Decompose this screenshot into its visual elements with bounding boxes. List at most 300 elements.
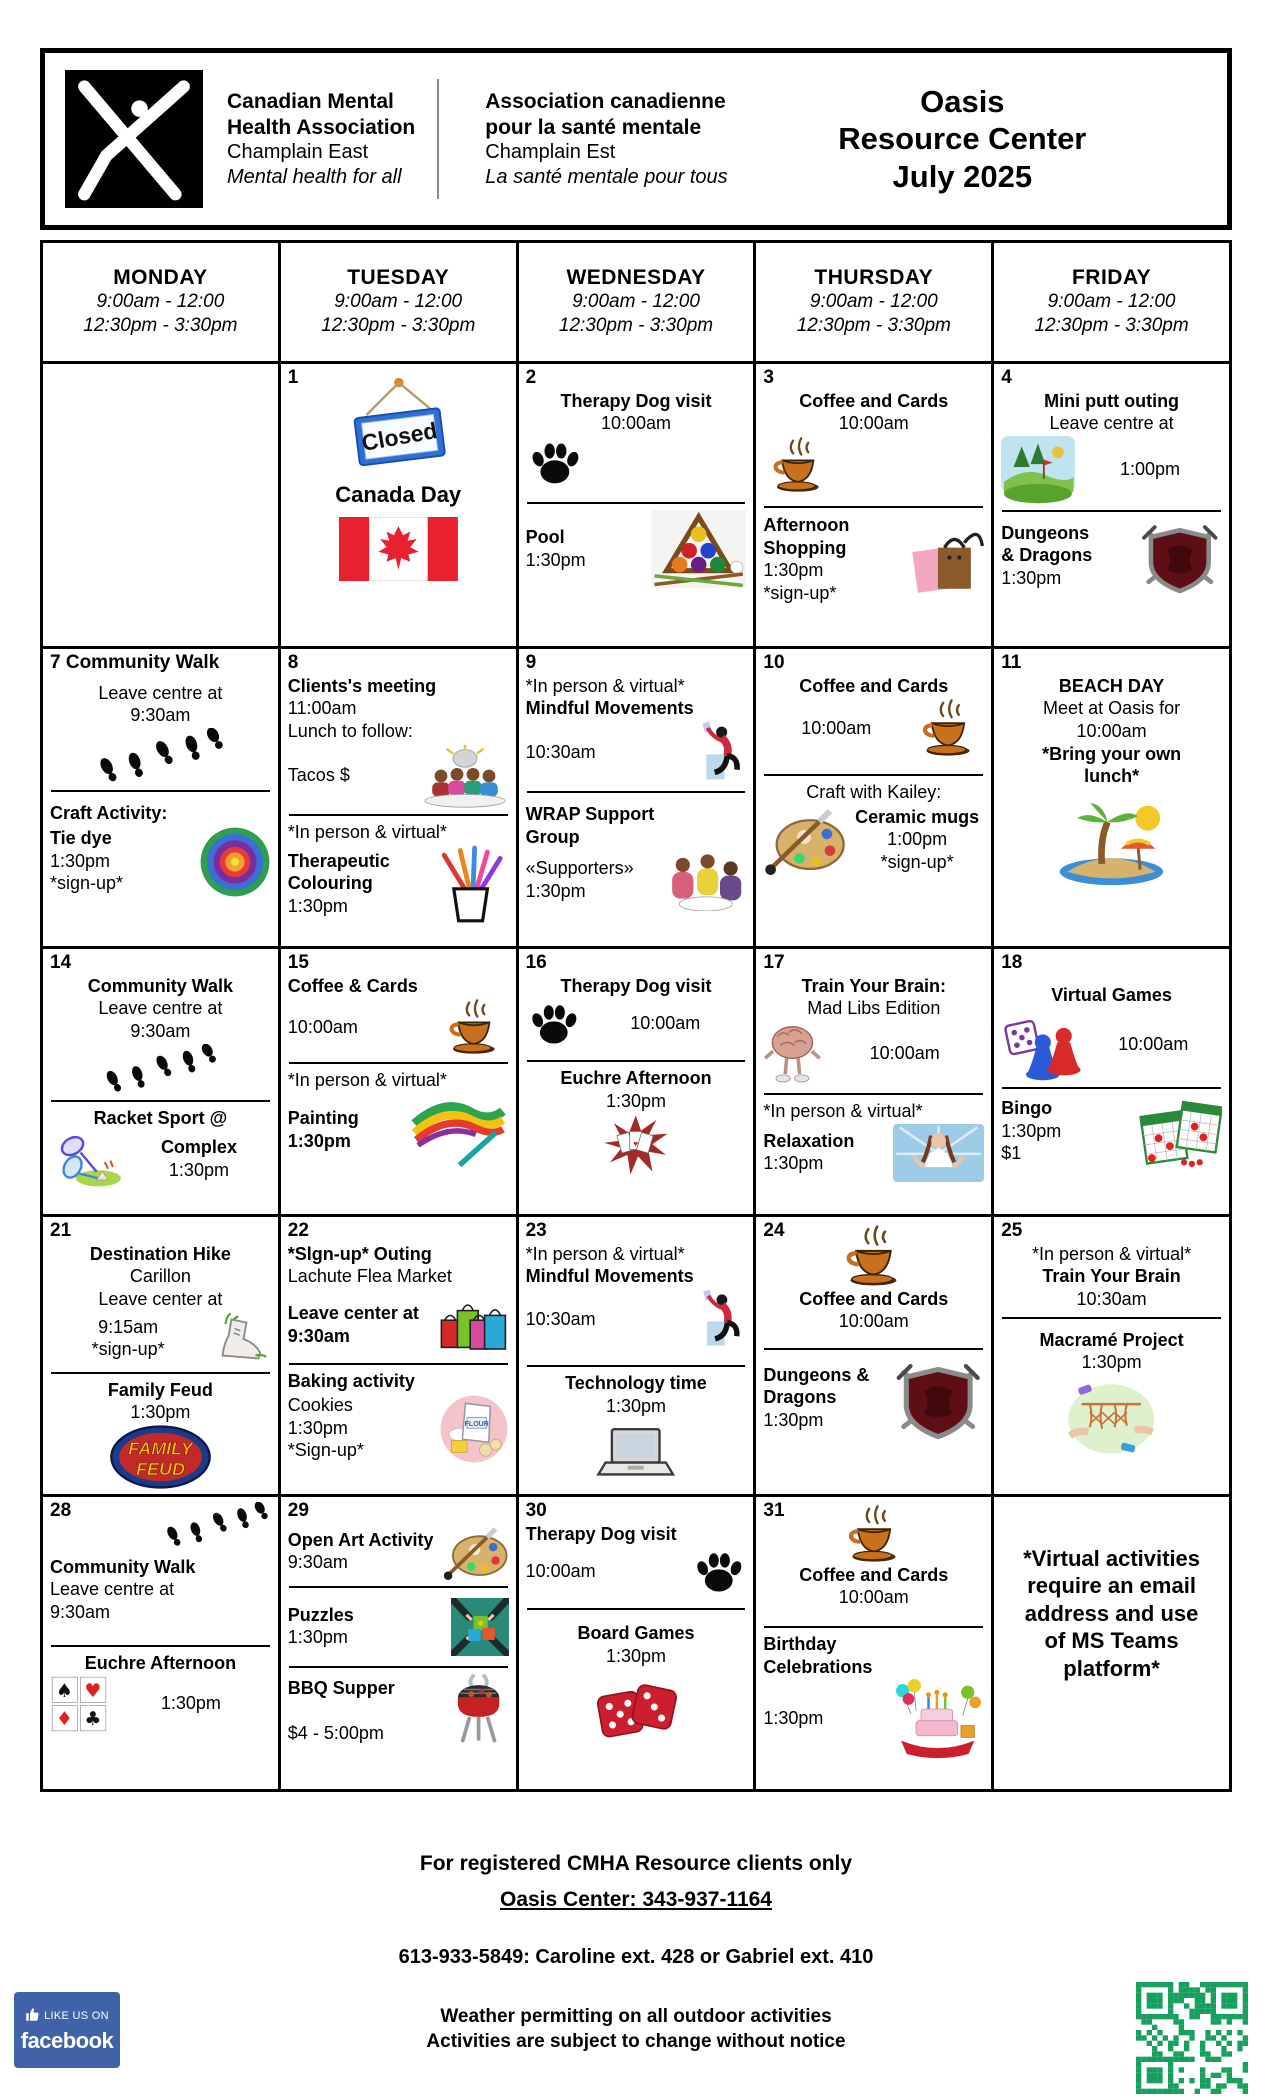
meeting-icon [421,744,509,808]
section-divider [289,1666,508,1668]
game-pieces-icon [1001,1007,1081,1081]
event-text: 10:00am [838,413,909,434]
calendar-cell-17 [753,949,991,1214]
date-number: 23 [525,1220,547,1241]
org-en-tagline: Mental health for all [227,165,402,188]
event-text: Coffee and Cards [799,1288,949,1309]
tie-dye-icon [199,826,271,898]
date-number: 17 [763,952,785,973]
calendar-cell-21 [43,1217,278,1494]
page-title [728,83,1227,195]
calendar-cell-31 [753,1497,991,1789]
event-text: *In person & virtual* [763,1101,923,1122]
euchre-cards-icon [526,1114,747,1176]
section-divider [289,1586,508,1588]
section-divider [1002,1317,1221,1319]
calendar-week-row [43,1214,1229,1494]
facebook-like-text: LIKE US ON [44,2009,109,2022]
event-text: 9:30am [130,705,191,726]
event-text: 9:30am [287,1325,350,1346]
title-line1: Oasis [920,84,1005,120]
event-text: Craft with Kailey: [806,782,942,803]
event-text: Celebrations [763,1656,873,1677]
calendar-cell-2 [516,364,754,646]
day-hours-afternoon: 12:30pm - 3:30pm [1034,315,1189,336]
calendar-body [43,361,1229,1789]
bbq-icon [449,1674,508,1748]
event-text: 1:00pm [887,829,948,850]
org-en-line3: Champlain East [227,141,369,164]
footer-change-note: Activities are subject to change without notice [426,2030,846,2052]
calendar-table [40,240,1232,1792]
org-fr-line2: pour la santé mentale [485,115,702,139]
calendar-cell-15 [278,949,516,1214]
event-text: Tie dye [50,828,112,849]
org-en-line1: Canadian Mental [227,90,394,113]
date-label: Community Walk [65,652,220,673]
coffee-icon [439,998,509,1056]
facebook-wordmark: facebook [20,2027,114,2053]
event-text: Leave centre at [1049,413,1174,434]
event-text: 10:30am [1076,1289,1147,1310]
event-text: 1:30pm [605,1395,667,1416]
facebook-badge [14,1992,120,2068]
bingo-icon [1134,1095,1222,1167]
thumb-up-icon [25,2007,40,2025]
paint-splash-icon [409,1093,508,1167]
title-line2: Resource Center [838,121,1087,157]
exercise-icon [698,721,747,785]
event-text: 9:30am [287,1552,348,1573]
event-text: *sign-up* [763,582,837,603]
event-text: 1:30pm [763,1153,824,1174]
event-text: address and use [1024,1600,1199,1626]
event-text: Mini putt outing [1044,390,1180,411]
event-text: *In person & virtual* [287,821,447,842]
palette-icon [442,1524,509,1580]
calendar-cell-1 [278,364,516,646]
event-text: 10:30am [525,742,596,763]
calendar-cell-30 [516,1497,754,1789]
event-text: Bingo [1001,1098,1053,1119]
svg-text:♣: ♣ [84,1709,102,1731]
calendar-cell-16 [516,949,754,1214]
event-text: Baking activity [287,1371,415,1392]
event-text: Birthday [763,1634,837,1655]
event-text: *sign-up* [50,873,124,894]
dice-icon [526,1675,747,1747]
event-text: Mindful Movements [525,1266,694,1287]
event-text: Macramé Project [1039,1329,1184,1350]
event-text: 1:30pm [1001,1120,1062,1141]
calendar-cell-22 [278,1217,516,1494]
billiards-icon [651,510,746,588]
calendar-cell-empty [43,364,278,646]
paw-icon [526,436,747,488]
event-text: Canada Day [335,481,462,507]
day-hours-morning: 9:00am - 12:00 [1047,291,1176,313]
event-text: Pool [525,526,565,547]
event-text: Open Art Activity [287,1529,434,1550]
event-text: Lunch to follow: [287,721,413,742]
wrap-group-icon [658,849,747,911]
event-text: Carillon [129,1266,191,1287]
event-text: Mindful Movements [525,698,694,719]
event-text: require an email [1027,1573,1196,1599]
event-text: Puzzles [287,1604,354,1625]
event-text: Mad Libs Edition [807,998,941,1019]
event-text: Technology time [565,1373,707,1394]
section-divider [527,1608,746,1610]
calendar-week-row [43,1494,1229,1789]
event-text: 1:30pm [1001,567,1062,588]
day-name: THURSDAY [814,266,934,290]
event-text: 1:30pm [287,1130,351,1151]
palette-icon [763,805,847,875]
event-text: Therapeutic [287,850,390,871]
event-text: BBQ Supper [287,1677,395,1698]
header-divider [437,79,439,199]
cmha-logo-icon [65,70,203,208]
event-text: 1:30pm [130,1402,191,1423]
svg-text:♥: ♥ [84,1681,102,1703]
event-text: 1:30pm [160,1693,221,1714]
closed-sign-icon [288,375,509,475]
date-number: 4 [1001,367,1012,388]
day-header-friday [991,243,1229,361]
event-text: Therapy Dog visit [560,975,712,996]
boot-icon [209,1312,271,1366]
event-text: $4 - 5:00pm [287,1722,384,1743]
org-fr-line3: Champlain Est [485,141,616,164]
date-number: 1 [287,367,299,388]
event-text: of MS Teams [1044,1628,1179,1654]
event-text: platform* [1063,1655,1160,1681]
footprints-icon [50,1044,271,1094]
calendar-cell-empty [991,1497,1229,1789]
section-divider [51,1372,270,1374]
event-text: 10:00am [600,413,672,434]
svg-text:♠: ♠ [56,1681,73,1703]
section-divider [527,791,746,793]
event-text: Dungeons [1001,522,1090,543]
event-text: Therapy Dog visit [560,390,712,411]
svg-text:FLOUR: FLOUR [464,1420,489,1428]
date-number: 16 [525,952,547,973]
event-text: lunch* [1084,766,1140,787]
date-number: 22 [287,1220,309,1241]
event-text: 10:00am [1076,721,1147,742]
event-text: *In person & virtual* [525,675,685,696]
event-text: Leave centre at [50,1579,175,1600]
day-hours-morning: 9:00am - 12:00 [572,291,700,313]
calendar-cell-14 [43,949,278,1214]
laptop-icon [526,1426,747,1480]
event-text: 10:00am [287,1016,358,1037]
event-text: Dragons [763,1387,837,1408]
section-divider [527,502,746,504]
event-text: Complex [160,1137,237,1158]
date-number: 30 [525,1500,547,1521]
calendar-cell-3 [753,364,991,646]
event-text: Train Your Brain [1042,1266,1181,1287]
event-text: BEACH DAY [1058,675,1165,696]
section-divider [289,1363,508,1365]
event-text: 11:00am [287,698,357,719]
coffee-icon [763,1224,984,1288]
event-text: Euchre Afternoon [84,1652,237,1673]
coffee-icon [912,698,984,758]
event-text: 10:00am [869,1043,940,1064]
event-text: *Sign-up* [287,1440,364,1461]
event-text: WRAP Support [525,804,655,825]
footer [40,1852,1232,2054]
paw-icon [691,1546,747,1596]
macrame-icon [1001,1381,1222,1457]
event-text: Train Your Brain: [801,975,946,996]
date-number: 3 [763,367,774,388]
event-text: 10:30am [525,1309,596,1330]
calendar-cell-28 [43,1497,278,1789]
event-text: *In person & virtual* [1032,1243,1192,1264]
calendar-cell-25 [991,1217,1229,1494]
coffee-icon [763,1504,984,1564]
event-text: Colouring [287,873,373,894]
event-text: Coffee and Cards [799,1564,949,1585]
org-fr-line1: Association canadienne [485,90,726,113]
date-number: 9 [525,652,537,673]
coffee-icon [763,436,984,494]
event-text: «Supporters» [525,858,634,879]
event-text: Leave centre at [98,998,223,1019]
canada-flag-icon [288,517,509,581]
event-text: 10:00am [838,1311,909,1332]
section-divider [1002,510,1221,512]
calendar-cell-23 [516,1217,754,1494]
family-feud-icon [50,1425,271,1489]
footer-phone-contacts: 613-933-5849: Caroline ext. 428 or Gabriel ext. 410 [398,1946,874,1968]
event-text: 1:30pm [287,1627,348,1648]
org-fr-tagline: La santé mentale pour tous [485,165,728,188]
event-text: 1:30pm [50,850,111,871]
event-text: Therapy Dog visit [525,1523,677,1544]
event-text [288,1700,447,1722]
calendar-cell-18 [991,949,1229,1214]
event-text: Virtual Games [1051,984,1172,1005]
event-text: 10:00am [1118,1033,1189,1054]
event-text: 1:30pm [763,1708,824,1729]
event-text: Community Walk [87,975,234,996]
pencils-icon [433,844,509,924]
calendar-cell-10 [753,649,991,946]
event-text: 9:30am [130,1021,191,1042]
day-hours-afternoon: 12:30pm - 3:30pm [558,315,714,336]
bags-icon [435,1293,509,1357]
event-text: *In person & virtual* [525,1243,685,1264]
date-number: 25 [1001,1220,1023,1241]
section-divider [1002,1087,1221,1089]
event-text: Coffee and Cards [799,390,949,411]
shopping-bag-icon [910,523,984,597]
day-hours-afternoon: 12:30pm - 3:30pm [321,315,476,336]
section-divider [764,1626,983,1628]
day-header-tuesday [278,243,516,361]
section-divider [764,1093,983,1095]
section-divider [51,1645,270,1647]
event-text: 1:30pm [525,880,586,901]
title-line3: July 2025 [892,158,1033,194]
date-number: 2 [525,367,537,388]
event-text: Relaxation [763,1130,855,1151]
event-text: Ceramic mugs [855,806,980,827]
event-text: 1:30pm [605,1646,667,1667]
calendar-cell-24 [753,1217,991,1494]
day-header-row [43,243,1229,361]
date-number: 11 [1001,652,1022,673]
date-number: 24 [763,1220,785,1241]
brain-icon [763,1021,822,1087]
date-number: 8 [287,652,299,673]
cake-icon [891,1679,984,1759]
day-header-monday [43,243,278,361]
event-text: 1:30pm [1081,1352,1142,1373]
date-number: 28 [50,1500,72,1521]
event-text: Leave center at [98,1289,223,1310]
event-text: Destination Hike [89,1243,231,1264]
day-name: TUESDAY [347,266,450,290]
dnd-shield-icon [1138,518,1222,594]
date-number: 14 [50,952,72,973]
event-text: 1:00pm [1120,459,1181,480]
event-text: Shopping [763,537,847,558]
event-text: Board Games [577,1623,695,1644]
day-header-wednesday [516,243,754,361]
event-text: *sign-up* [91,1339,165,1360]
svg-text:FAMILY: FAMILY [128,1438,193,1459]
svg-text:Closed: Closed [359,416,440,456]
event-text: & Dragons [1001,545,1093,566]
event-text: 1:30pm [763,1409,824,1430]
calendar-cell-29 [278,1497,516,1789]
calendar-cell-9 [516,649,754,946]
event-text: Leave centre at [98,682,223,703]
calendar-cell-11 [991,649,1229,946]
date-number: 10 [763,652,785,673]
paw-icon [526,998,582,1048]
flour-icon [439,1394,509,1464]
event-text: Painting [287,1107,359,1128]
footprints-icon [50,1502,271,1548]
event-text: 1:30pm [763,560,824,581]
event-text: 10:00am [801,717,872,738]
event-text: $1 [1001,1143,1022,1164]
section-divider [764,1348,983,1350]
event-text: Dungeons & [763,1364,870,1385]
svg-text:♦: ♦ [56,1709,73,1731]
calendar-cell-4 [991,364,1229,646]
event-text: Coffee & Cards [287,975,418,996]
day-hours-afternoon: 12:30pm - 3:30pm [83,315,238,336]
exercise-icon [699,1289,746,1351]
section-divider [51,1100,270,1102]
event-text: 9:15am [98,1316,159,1337]
dnd-shield-icon [892,1356,984,1440]
event-text: 10:00am [630,1012,701,1033]
day-header-thursday [753,243,991,361]
footer-weather-note: Weather permitting on all outdoor activities [440,2006,832,2027]
qr-code [1136,1982,1248,2094]
event-text: 9:30am [50,1602,111,1623]
header-box [40,48,1232,230]
event-text: Family Feud [107,1379,213,1400]
section-divider [51,790,270,792]
date-number: 31 [763,1500,785,1521]
section-divider [289,814,508,816]
event-text: 1:30pm [605,1091,667,1112]
org-name-french [485,89,727,189]
svg-text:FEUD: FEUD [135,1458,185,1479]
event-text: 10:00am [525,1560,596,1581]
event-text: Clients's meeting [287,675,437,696]
date-number: 21 [50,1220,72,1241]
event-text: Lachute Flea Market [287,1266,452,1287]
meditation-icon [893,1124,984,1182]
section-divider [527,1365,746,1367]
footer-clients-note: For registered CMHA Resource clients only [419,1852,853,1875]
beach-icon [1001,799,1222,887]
section-divider [289,1062,508,1064]
org-name-english [227,89,415,189]
footprints-icon [50,728,271,784]
event-text: 10:00am [838,1587,909,1608]
golf-icon [1001,436,1075,504]
day-hours-afternoon: 12:30pm - 3:30pm [796,315,951,336]
puzzle-icon [451,1598,509,1656]
date-number: 18 [1001,952,1023,973]
event-text: Tacos $ [287,764,350,785]
event-text: *Virtual activities [1023,1546,1201,1571]
calendar-cell-7 [43,649,278,946]
calendar-cell-8 [278,649,516,946]
section-divider [764,774,983,776]
event-text: Leave center at [287,1302,419,1323]
event-text: 1:30pm [525,549,586,570]
footer-phone-oasis: Oasis Center: 343-937-1164 [499,1888,772,1911]
day-hours-morning: 9:00am - 12:00 [96,291,225,313]
calendar-week-row [43,361,1229,646]
racket-icon [50,1130,124,1188]
section-divider [764,506,983,508]
event-text: Coffee and Cards [799,675,949,696]
day-name: MONDAY [113,266,208,290]
event-text: Afternoon [763,515,850,536]
day-hours-morning: 9:00am - 12:00 [334,291,463,313]
day-name: FRIDAY [1071,266,1152,290]
event-text: *In person & virtual* [287,1070,447,1091]
org-en-line2: Health Association [227,115,416,139]
event-text: Cookies [287,1395,353,1416]
event-text: 1:30pm [287,1417,348,1438]
date-number: 15 [287,952,309,973]
event-text: Euchre Afternoon [560,1068,712,1089]
event-text: 1:30pm [168,1159,229,1180]
day-name: WEDNESDAY [566,266,706,290]
event-text: *Slgn-up* Outing [287,1243,432,1264]
event-text: Group [525,826,580,847]
date-number: 7 [50,652,61,673]
svg-text:♥: ♥ [633,1138,639,1149]
event-text: Community Walk [50,1556,196,1577]
